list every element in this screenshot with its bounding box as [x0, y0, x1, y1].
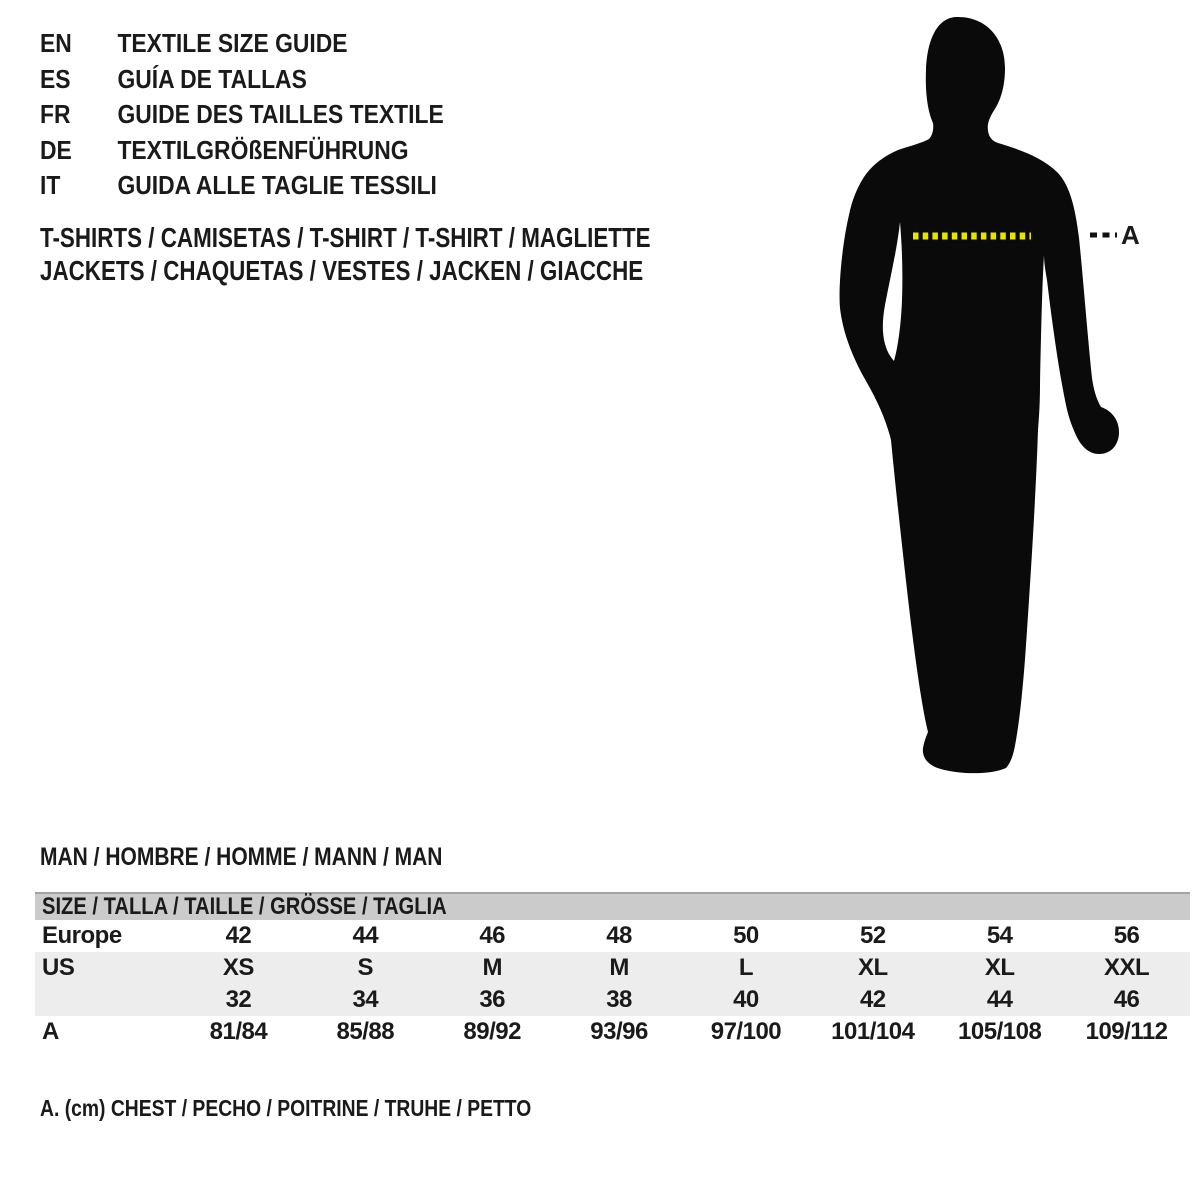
table-cell: 42: [225, 922, 252, 949]
table-cell: M: [482, 954, 502, 981]
size-table-header: SIZE / TALLA / TAILLE / GRÖSSE / TAGLIA: [35, 892, 1190, 920]
table-cell: 44: [986, 986, 1013, 1013]
table-cell: XL: [984, 954, 1015, 981]
table-cell: 32: [225, 986, 252, 1013]
section-heading: MAN / HOMBRE / HOMME / MANN / MAN: [40, 843, 443, 871]
man-silhouette-shape: [840, 17, 1119, 773]
table-cell: M: [609, 954, 629, 981]
table-cell: S: [357, 954, 374, 981]
measure-label-a: A: [1121, 220, 1140, 250]
language-code: FR: [40, 99, 71, 129]
table-cell: 105/108: [958, 1018, 1042, 1045]
table-cell: 97/100: [710, 1018, 782, 1045]
language-code: EN: [40, 28, 72, 58]
table-cell: XS: [222, 954, 254, 981]
table-cell: 36: [479, 986, 506, 1013]
table-cell: 34: [352, 986, 379, 1013]
size-table: [35, 892, 1190, 1048]
row-label: US: [42, 954, 75, 981]
category-line-jackets: JACKETS / CHAQUETAS / VESTES / JACKEN / GIACCHE: [40, 255, 644, 286]
table-cell: 42: [859, 986, 886, 1013]
table-cell: 109/112: [1085, 1018, 1168, 1045]
table-cell: 85/88: [336, 1018, 395, 1045]
language-title: TEXTILE SIZE GUIDE: [117, 28, 348, 58]
table-cell: 52: [859, 922, 886, 949]
language-code: DE: [40, 134, 72, 165]
table-row-numeric: [35, 984, 1190, 1016]
table-cell: L: [738, 954, 754, 981]
table-cell: 46: [1113, 986, 1140, 1013]
measurement-footnote: A. (cm) CHEST / PECHO / POITRINE / TRUHE / PETTO: [40, 1095, 532, 1121]
language-title: GUÍA DE TALLAS: [117, 63, 307, 94]
table-row-chest: [35, 1016, 1190, 1048]
language-code: ES: [40, 63, 71, 94]
row-label: A: [42, 1018, 59, 1045]
table-cell: 46: [479, 922, 506, 949]
table-row-europe: [35, 920, 1190, 952]
table-cell: 44: [352, 922, 379, 949]
language-title: TEXTILGRÖßENFÜHRUNG: [117, 134, 409, 165]
table-cell: 101/104: [831, 1018, 915, 1045]
table-cell: 89/92: [463, 1018, 521, 1045]
table-cell: 48: [606, 922, 632, 949]
language-title: GUIDE DES TAILLES TEXTILE: [117, 99, 444, 129]
language-code: IT: [40, 170, 61, 200]
table-cell: 93/96: [590, 1018, 648, 1045]
language-title: GUIDA ALLE TAGLIE TESSILI: [117, 170, 437, 200]
table-cell: 54: [986, 922, 1013, 949]
table-cell: XXL: [1103, 954, 1150, 981]
table-cell: 50: [733, 922, 759, 949]
row-label: Europe: [42, 922, 122, 949]
table-cell: XL: [857, 954, 888, 981]
category-line-tshirts: T-SHIRTS / CAMISETAS / T-SHIRT / T-SHIRT / MAGLIETTE: [40, 222, 651, 253]
table-cell: 81/84: [209, 1018, 268, 1045]
table-cell: 56: [1113, 922, 1140, 949]
table-row-us: [35, 952, 1190, 984]
table-cell: 40: [733, 986, 759, 1013]
table-cell: 38: [606, 986, 632, 1013]
